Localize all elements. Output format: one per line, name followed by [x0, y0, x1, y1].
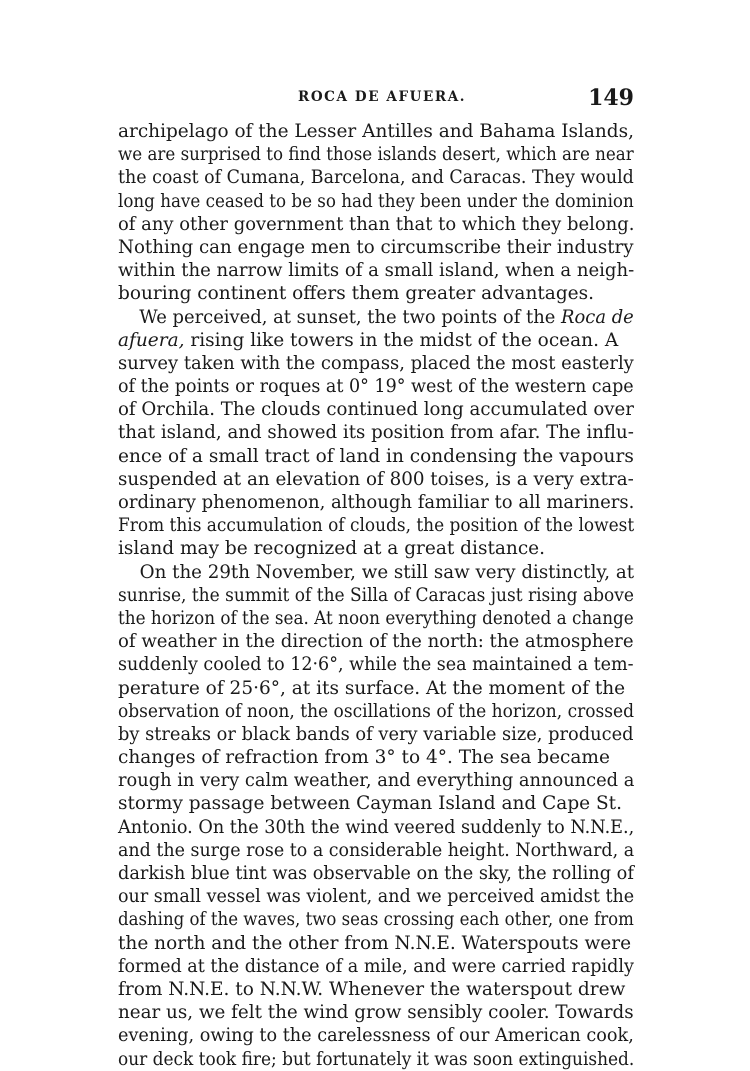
- text-line: [118, 329, 634, 352]
- text-line: long have ceased to be so had they been under the dominion: [118, 190, 634, 212]
- text-line: changes of refraction from 3° to 4°. The sea became: [118, 747, 610, 769]
- text-line: ordinary phenomenon, although familiar to all mariners.: [118, 492, 635, 513]
- text-line: archipelago of the Lesser Antilles and Bahama Islands,: [118, 121, 634, 142]
- text-line: suspended at an elevation of 800 toises, is a very extra-: [118, 468, 634, 490]
- text-line: darkish blue tint was observable on the sky, the rolling of: [118, 863, 634, 884]
- text-line: of the points or roques at 0° 19° west of the western cape: [118, 376, 634, 398]
- text-line: from N.N.E. to N.N.W. Whenever the waterspout drew: [118, 978, 626, 1000]
- body-text: [118, 120, 634, 1071]
- text-line: of any other government than that to which they belong.: [118, 213, 635, 235]
- page-number: 149: [588, 85, 634, 111]
- paragraph-start-line: On the 29th November, we still saw very distinctly, at: [139, 561, 635, 583]
- text-line: the north and the other from N.N.E. Waterspouts were: [118, 932, 632, 954]
- text-line: near us, we felt the wind grow sensibly cooler. Towards: [118, 1002, 634, 1024]
- running-title: ROCA DE AFUERA.: [298, 89, 467, 105]
- text-line: ence of a small tract of land in condensing the vapours: [118, 445, 634, 467]
- text-run: rising like towers in the midst of the ocean. A: [184, 329, 619, 351]
- text-line: of Orchila. The clouds continued long accumulated over: [118, 399, 634, 421]
- text-line: of weather in the direction of the north: the atmosphere: [118, 631, 634, 653]
- text-line: bouring continent offers them greater advantages.: [118, 283, 594, 305]
- text-line: we are surprised to find those islands desert, which are near: [118, 144, 634, 166]
- text-line: stormy passage between Cayman Island and Cape St.: [118, 793, 622, 815]
- paragraph-start-line: [118, 306, 634, 329]
- text-line: sunrise, the summit of the Silla of Caracas just rising above: [118, 584, 634, 606]
- text-line: the coast of Cumana, Barcelona, and Caracas. They would: [118, 167, 634, 189]
- text-run: We perceived, at sunset, the two points of the: [139, 306, 562, 328]
- text-line: and the surge rose to a considerable height. Northward, a: [118, 839, 635, 861]
- text-line: by streaks or black bands of very variable size, produced: [118, 723, 634, 745]
- text-line: our small vessel was violent, and we perceived amidst the: [118, 886, 635, 908]
- text-line: within the narrow limits of a small island, when a neigh-: [118, 260, 635, 282]
- text-line: observation of noon, the oscillations of the horizon, crossed: [118, 700, 635, 722]
- text-line: the horizon of the sea. At noon everything denoted a change: [118, 607, 634, 629]
- text-line: that island, and showed its position from afar. The influ-: [118, 422, 634, 444]
- text-line: island may be recognized at a great distance.: [118, 538, 546, 560]
- italic-place-name: afuera,: [118, 329, 185, 351]
- text-line: our deck took fire; but fortunately it was soon extinguished.: [118, 1048, 635, 1070]
- text-line: Antonio. On the 30th the wind veered suddenly to N.N.E.,: [118, 816, 635, 838]
- text-line: From this accumulation of clouds, the position of the lowest: [118, 515, 635, 537]
- text-line: evening, owing to the carelessness of our American cook,: [118, 1025, 634, 1047]
- text-line: Nothing can engage men to circumscribe their industry: [118, 236, 634, 258]
- text-line: formed at the distance of a mile, and were carried rapidly: [118, 955, 634, 977]
- running-head: [118, 85, 634, 115]
- text-line: survey taken with the compass, placed the most easterly: [118, 352, 634, 374]
- text-line: dashing of the waves, two seas crossing each other, one from: [118, 909, 634, 931]
- text-line: suddenly cooled to 12·6°, while the sea maintained a tem-: [118, 654, 634, 676]
- italic-place-name: Roca de: [561, 306, 634, 328]
- text-line: perature of 25·6°, at its surface. At the moment of the: [118, 677, 626, 699]
- text-line: rough in very calm weather, and everything announced a: [118, 770, 635, 792]
